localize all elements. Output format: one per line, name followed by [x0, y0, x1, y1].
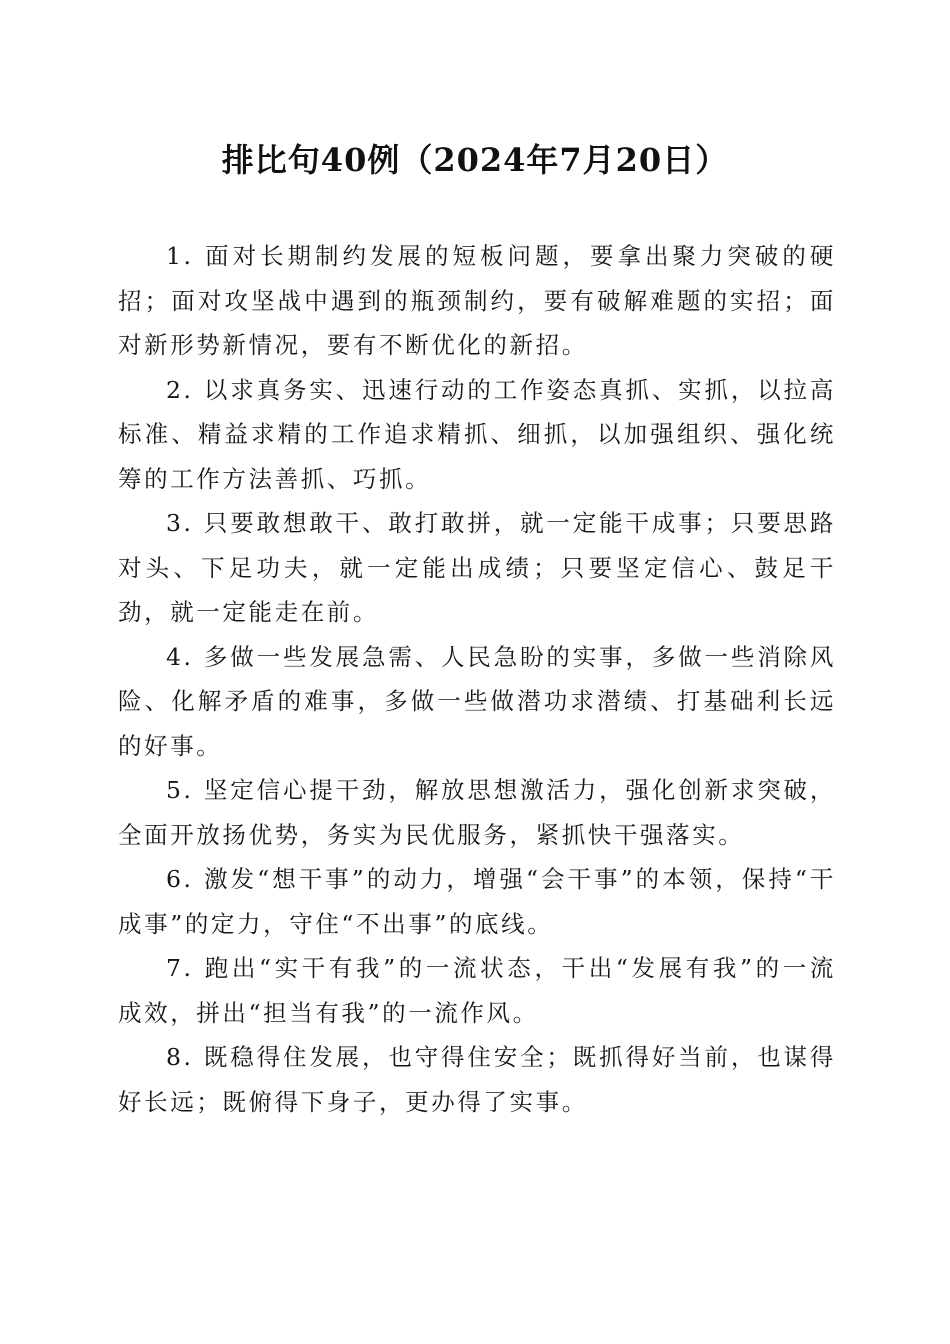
document-title: 排比句40例（2024年7月20日）	[221, 141, 729, 179]
paragraph-8: 8. 既稳得住发展，也守得住安全；既抓得好当前，也谋得好长远；既俯得下身子，更办得了实事。	[118, 1043, 836, 1116]
paragraph-7: 7. 跑出“实干有我”的一流状态，干出“发展有我”的一流成效，拼出“担当有我”的一流作风。	[118, 954, 836, 1027]
document-body	[118, 234, 836, 1124]
paragraph-2: 2. 以求真务实、迅速行动的工作姿态真抓、实抓，以拉高标准、精益求精的工作追求精抓、细抓，以加强组织、强化统筹的工作方法善抓、巧抓。	[118, 375, 836, 493]
paragraph-5: 5. 坚定信心提干劲，解放思想激活力，强化创新求突破，全面开放扬优势，务实为民优服务，紧抓快干强落实。	[118, 776, 836, 849]
paragraph-3: 3. 只要敢想敢干、敢打敢拼，就一定能干成事；只要思路对头、下足功夫，就一定能出成绩；只要坚定信心、鼓足干劲，就一定能走在前。	[118, 509, 836, 626]
paragraph-6: 6. 激发“想干事”的动力，增强“会干事”的本领，保持“干成事”的定力，守住“不出事”的底线。	[118, 865, 836, 938]
paragraph-4: 4. 多做一些发展急需、人民急盼的实事，多做一些消除风险、化解矛盾的难事，多做一些做潜功求潜绩、打基础利长远的好事。	[118, 642, 836, 760]
paragraph-1: 1. 面对长期制约发展的短板问题，要拿出聚力突破的硬招；面对攻坚战中遇到的瓶颈制约，要有破解难题的实招；面对新形势新情况，要有不断优化的新招。	[118, 242, 836, 359]
